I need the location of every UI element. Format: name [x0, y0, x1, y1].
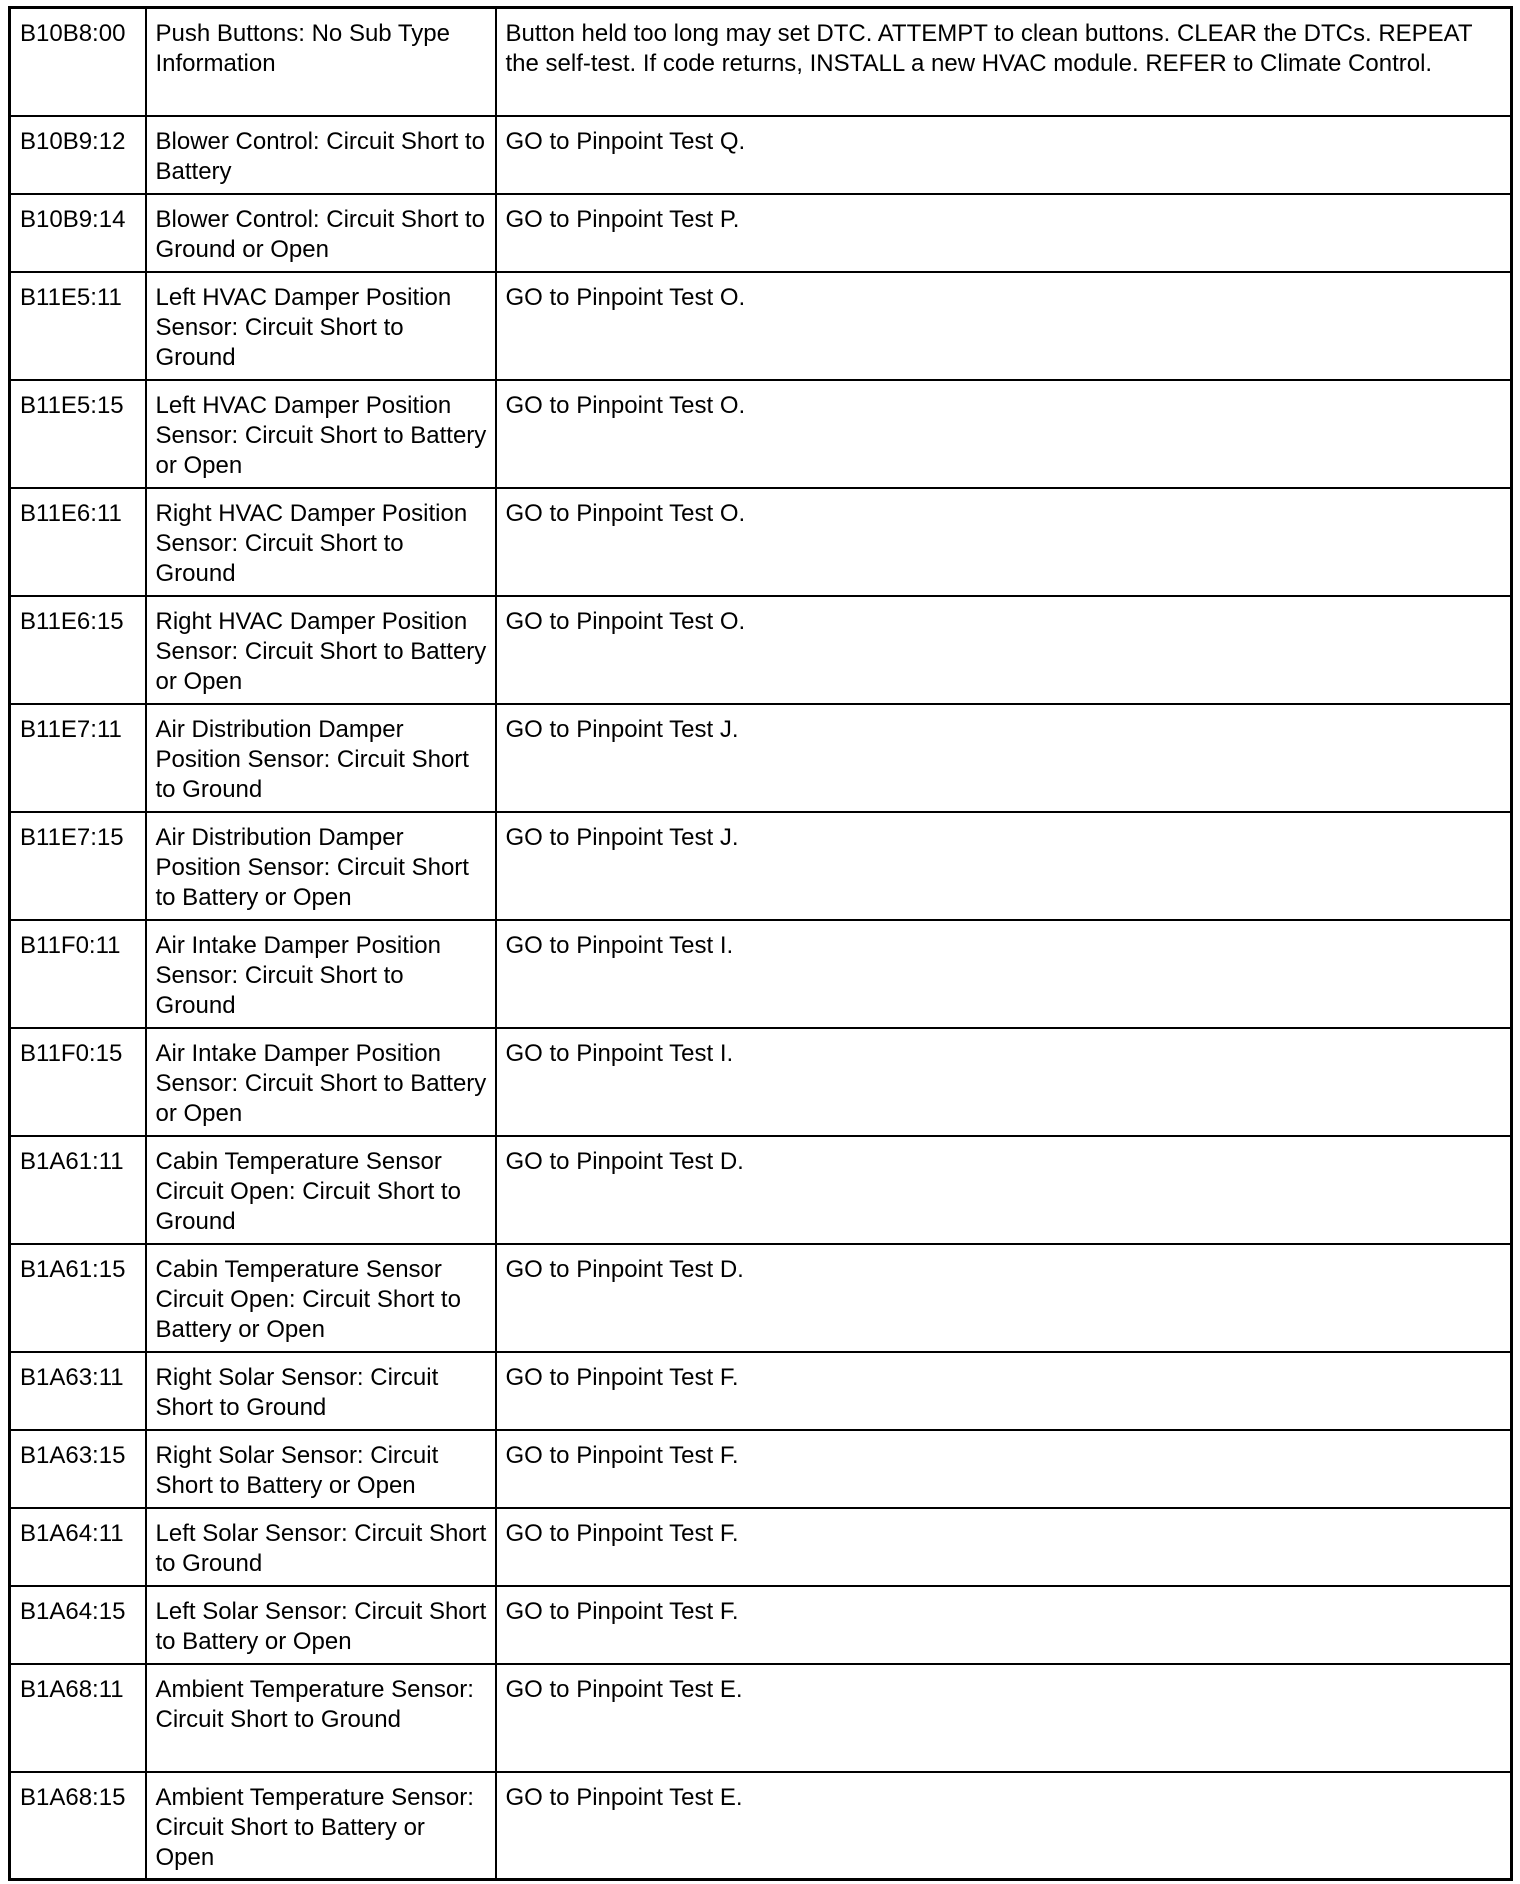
dtc-action-cell: GO to Pinpoint Test I. — [496, 920, 1512, 1028]
dtc-description-cell: Air Distribution Damper Position Sensor: Circuit Short to Battery or Open — [146, 812, 496, 920]
dtc-code-cell: B11E5:11 — [10, 272, 146, 380]
dtc-action-cell: GO to Pinpoint Test O. — [496, 380, 1512, 488]
dtc-description-cell: Air Intake Damper Position Sensor: Circuit Short to Ground — [146, 920, 496, 1028]
dtc-code-cell: B1A64:11 — [10, 1508, 146, 1586]
table-row — [10, 116, 1512, 194]
dtc-code-cell: B1A63:15 — [10, 1430, 146, 1508]
dtc-code-cell: B11E7:15 — [10, 812, 146, 920]
dtc-code-cell: B1A63:11 — [10, 1352, 146, 1430]
dtc-action-cell: GO to Pinpoint Test F. — [496, 1352, 1512, 1430]
dtc-action-cell: GO to Pinpoint Test F. — [496, 1586, 1512, 1664]
table-row — [10, 596, 1512, 704]
dtc-description-cell: Left HVAC Damper Position Sensor: Circuit Short to Ground — [146, 272, 496, 380]
dtc-code-cell: B10B8:00 — [10, 8, 146, 116]
dtc-description-cell: Ambient Temperature Sensor: Circuit Short to Battery or Open — [146, 1772, 496, 1880]
dtc-description-cell: Cabin Temperature Sensor Circuit Open: Circuit Short to Battery or Open — [146, 1244, 496, 1352]
dtc-code-cell: B1A68:15 — [10, 1772, 146, 1880]
dtc-description-cell: Air Distribution Damper Position Sensor: Circuit Short to Ground — [146, 704, 496, 812]
dtc-code-cell: B11F0:15 — [10, 1028, 146, 1136]
dtc-description-cell: Cabin Temperature Sensor Circuit Open: Circuit Short to Ground — [146, 1136, 496, 1244]
dtc-action-cell: Button held too long may set DTC. ATTEMPT to clean buttons. CLEAR the DTCs. REPEAT the self-test. If code returns, INSTALL a new HVAC module. REFER to Climate Control. — [496, 8, 1512, 116]
dtc-code-cell: B10B9:12 — [10, 116, 146, 194]
dtc-code-cell: B1A68:11 — [10, 1664, 146, 1772]
dtc-action-cell: GO to Pinpoint Test O. — [496, 596, 1512, 704]
dtc-code-cell: B11E6:15 — [10, 596, 146, 704]
dtc-code-cell: B11F0:11 — [10, 920, 146, 1028]
table-row — [10, 1586, 1512, 1664]
dtc-description-cell: Push Buttons: No Sub Type Information — [146, 8, 496, 116]
dtc-description-cell: Blower Control: Circuit Short to Ground or Open — [146, 194, 496, 272]
dtc-action-cell: GO to Pinpoint Test E. — [496, 1664, 1512, 1772]
dtc-action-cell: GO to Pinpoint Test P. — [496, 194, 1512, 272]
table-row — [10, 488, 1512, 596]
dtc-code-cell: B1A64:15 — [10, 1586, 146, 1664]
dtc-code-cell: B11E7:11 — [10, 704, 146, 812]
table-row — [10, 1430, 1512, 1508]
dtc-action-cell: GO to Pinpoint Test I. — [496, 1028, 1512, 1136]
dtc-description-cell: Air Intake Damper Position Sensor: Circuit Short to Battery or Open — [146, 1028, 496, 1136]
dtc-action-cell: GO to Pinpoint Test O. — [496, 488, 1512, 596]
dtc-description-cell: Right HVAC Damper Position Sensor: Circuit Short to Battery or Open — [146, 596, 496, 704]
table-row — [10, 1136, 1512, 1244]
table-row — [10, 812, 1512, 920]
table-row — [10, 704, 1512, 812]
dtc-action-cell: GO to Pinpoint Test D. — [496, 1136, 1512, 1244]
table-row — [10, 1028, 1512, 1136]
table-row — [10, 920, 1512, 1028]
table-row — [10, 1244, 1512, 1352]
dtc-action-cell: GO to Pinpoint Test J. — [496, 704, 1512, 812]
dtc-action-cell: GO to Pinpoint Test F. — [496, 1430, 1512, 1508]
dtc-code-cell: B11E6:11 — [10, 488, 146, 596]
dtc-code-cell: B1A61:11 — [10, 1136, 146, 1244]
dtc-code-cell: B10B9:14 — [10, 194, 146, 272]
dtc-description-cell: Right Solar Sensor: Circuit Short to Ground — [146, 1352, 496, 1430]
dtc-action-cell: GO to Pinpoint Test E. — [496, 1772, 1512, 1880]
dtc-action-cell: GO to Pinpoint Test O. — [496, 272, 1512, 380]
table-row — [10, 194, 1512, 272]
dtc-action-cell: GO to Pinpoint Test Q. — [496, 116, 1512, 194]
table-row — [10, 1664, 1512, 1772]
dtc-action-cell: GO to Pinpoint Test D. — [496, 1244, 1512, 1352]
table-row — [10, 272, 1512, 380]
dtc-code-cell: B11E5:15 — [10, 380, 146, 488]
table-row — [10, 1508, 1512, 1586]
dtc-description-cell: Left HVAC Damper Position Sensor: Circuit Short to Battery or Open — [146, 380, 496, 488]
table-row — [10, 380, 1512, 488]
table-row — [10, 1352, 1512, 1430]
dtc-description-cell: Left Solar Sensor: Circuit Short to Battery or Open — [146, 1586, 496, 1664]
dtc-description-cell: Blower Control: Circuit Short to Battery — [146, 116, 496, 194]
dtc-description-cell: Right Solar Sensor: Circuit Short to Battery or Open — [146, 1430, 496, 1508]
table-row — [10, 1772, 1512, 1880]
dtc-table — [8, 6, 1513, 1881]
dtc-description-cell: Left Solar Sensor: Circuit Short to Ground — [146, 1508, 496, 1586]
table-row — [10, 8, 1512, 116]
dtc-code-cell: B1A61:15 — [10, 1244, 146, 1352]
dtc-description-cell: Right HVAC Damper Position Sensor: Circuit Short to Ground — [146, 488, 496, 596]
dtc-action-cell: GO to Pinpoint Test F. — [496, 1508, 1512, 1586]
dtc-description-cell: Ambient Temperature Sensor: Circuit Short to Ground — [146, 1664, 496, 1772]
dtc-action-cell: GO to Pinpoint Test J. — [496, 812, 1512, 920]
